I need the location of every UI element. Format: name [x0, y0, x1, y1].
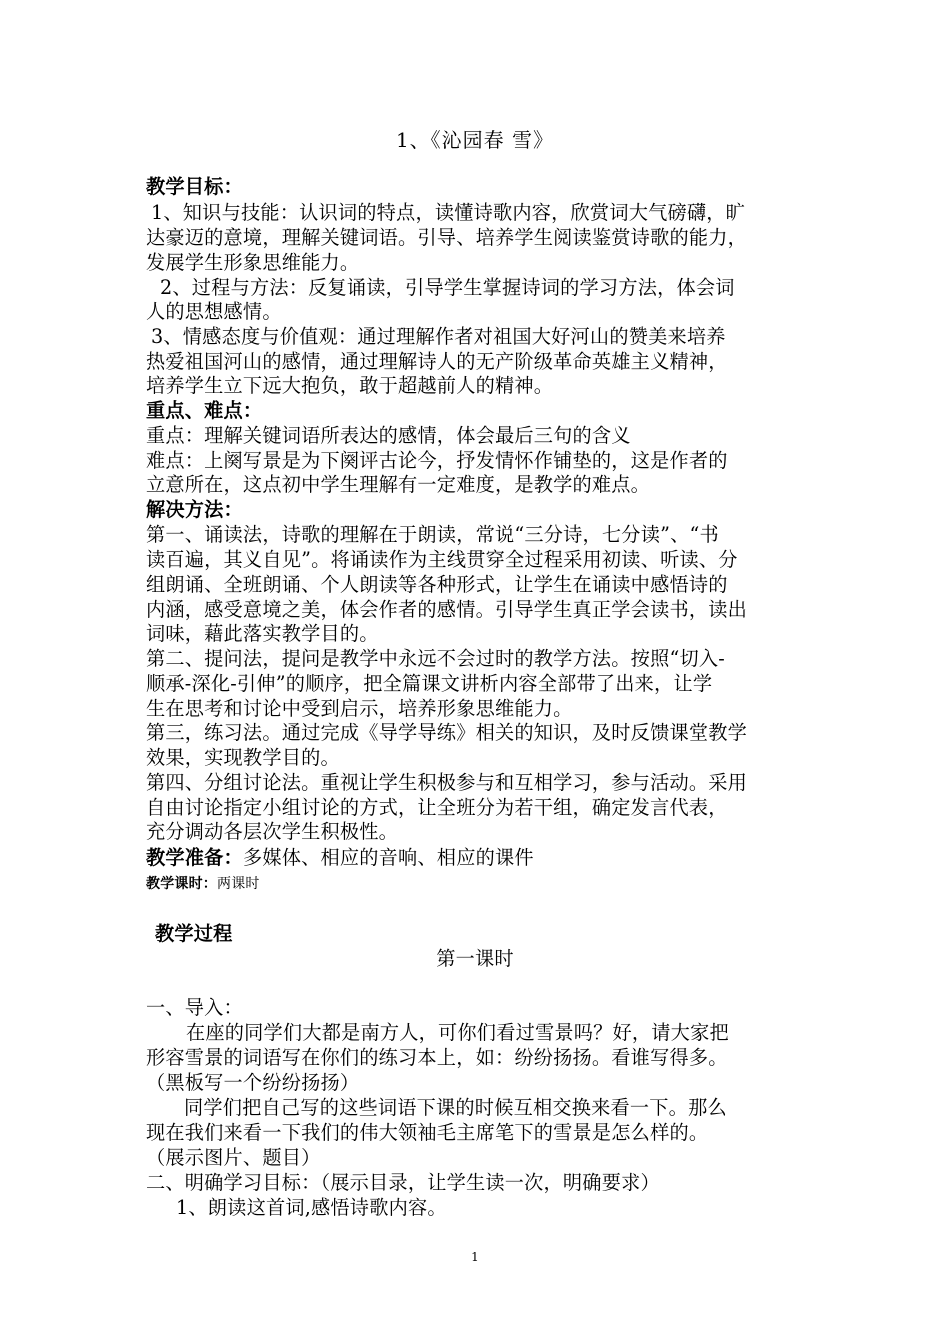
methods-line-1: 第一、诵读法，诗歌的理解在于朗读，常说“三分诗，七分读”、“书 — [146, 523, 719, 546]
objectives-line-4: 2、过程与方法：反复诵读，引导学生掌握诗词的学习方法，体会词 — [160, 276, 735, 299]
keypoints-line-2: 难点：上阕写景是为下阕评古论今，抒发情怀作铺垫的，这是作者的 — [146, 449, 728, 472]
lesson-heading: 第一课时 — [436, 947, 514, 970]
methods-line-7: 顺承-深化-引伸”的顺序，把全篇课文讲析内容全部带了出来，让学 — [146, 672, 713, 695]
methods-line-8: 生在思考和讨论中受到启示，培养形象思维能力。 — [146, 697, 573, 720]
goal-heading: 二、明确学习目标：（展示目录，让学生读一次，明确要求） — [146, 1171, 660, 1194]
objectives-line-7: 热爱祖国河山的感情，通过理解诗人的无产阶级革命英雄主义精神， — [146, 350, 728, 373]
prep-text: 多媒体、相应的音响、相应的课件 — [242, 846, 534, 869]
process-heading: 教学过程 — [155, 922, 233, 945]
keypoints-line-3: 立意所在，这点初中学生理解有一定难度，是教学的难点。 — [146, 473, 651, 496]
objectives-line-2: 达豪迈的意境，理解关键词语。引导、培养学生阅读鉴赏诗歌的能力， — [146, 226, 748, 249]
intro-para-3: （黑板写一个纷纷扬扬） — [146, 1071, 360, 1094]
intro-heading: 一、导入： — [146, 996, 243, 1019]
document-title: 1、《沁园春 雪》 — [395, 128, 555, 152]
methods-line-12: 自由讨论指定小组讨论的方式，让全班分为若干组，确定发言代表， — [146, 796, 728, 819]
methods-line-5: 词味，藉此落实教学目的。 — [146, 622, 379, 645]
methods-line-6: 第二、提问法，提问是教学中永远不会过时的教学方法。按照“切入- — [146, 647, 725, 670]
intro-para-6: （展示图片、题目） — [146, 1146, 321, 1169]
prep-line — [146, 845, 816, 871]
hours-line — [146, 871, 816, 897]
keypoints-heading: 重点、难点： — [146, 399, 263, 422]
methods-heading: 解决方法： — [146, 498, 243, 521]
methods-line-3: 组朗诵、全班朗诵、个人朗读等各种形式，让学生在诵读中感悟诗的 — [146, 573, 728, 596]
hours-text: 两课时 — [217, 876, 260, 892]
objectives-line-5: 人的思想感情。 — [146, 300, 282, 323]
methods-line-2: 读百遍，其义自见”。将诵读作为主线贯穿全过程采用初读、听读、分 — [146, 548, 738, 571]
intro-para-5: 现在我们来看一下我们的伟大领袖毛主席笔下的雪景是怎么样的。 — [146, 1121, 709, 1144]
hours-label: 教学课时： — [146, 876, 217, 892]
keypoints-line-1: 重点：理解关键词语所表达的感情，体会最后三句的含义 — [146, 424, 631, 447]
objectives-line-8: 培养学生立下远大抱负，敢于超越前人的精神。 — [146, 374, 554, 397]
prep-label: 教学准备： — [146, 846, 243, 869]
objectives-line-3: 发展学生形象思维能力。 — [146, 251, 360, 274]
methods-line-10: 效果，实现教学目的。 — [146, 746, 340, 769]
goal-item-1: 1、朗读这首词,感悟诗歌内容。 — [176, 1196, 447, 1219]
methods-line-9: 第三，练习法。通过完成《导学导练》相关的知识，及时反馈课堂教学 — [146, 721, 748, 744]
objectives-line-1: 1、知识与技能：认识词的特点，读懂诗歌内容，欣赏词大气磅礴，旷 — [151, 201, 746, 224]
intro-para-4: 同学们把自己写的这些词语下课的时候互相交换来看一下。那么 — [184, 1096, 727, 1119]
page-number: 1 — [471, 1250, 479, 1264]
methods-line-4: 内涵，感受意境之美，体会作者的感情。引导学生真正学会读书，读出 — [146, 598, 748, 621]
methods-line-11: 第四、分组讨论法。重视让学生积极参与和互相学习，参与活动。采用 — [146, 771, 748, 794]
intro-para-1: 在座的同学们大都是南方人，可你们看过雪景吗？好，请大家把 — [186, 1021, 729, 1044]
intro-para-2: 形容雪景的词语写在你们的练习本上，如：纷纷扬扬。看谁写得多。 — [146, 1046, 728, 1069]
objectives-line-6: 3、情感态度与价值观：通过理解作者对祖国大好河山的赞美来培养 — [151, 325, 726, 348]
objectives-heading: 教学目标： — [146, 175, 243, 198]
methods-line-13: 充分调动各层次学生积极性。 — [146, 820, 399, 843]
